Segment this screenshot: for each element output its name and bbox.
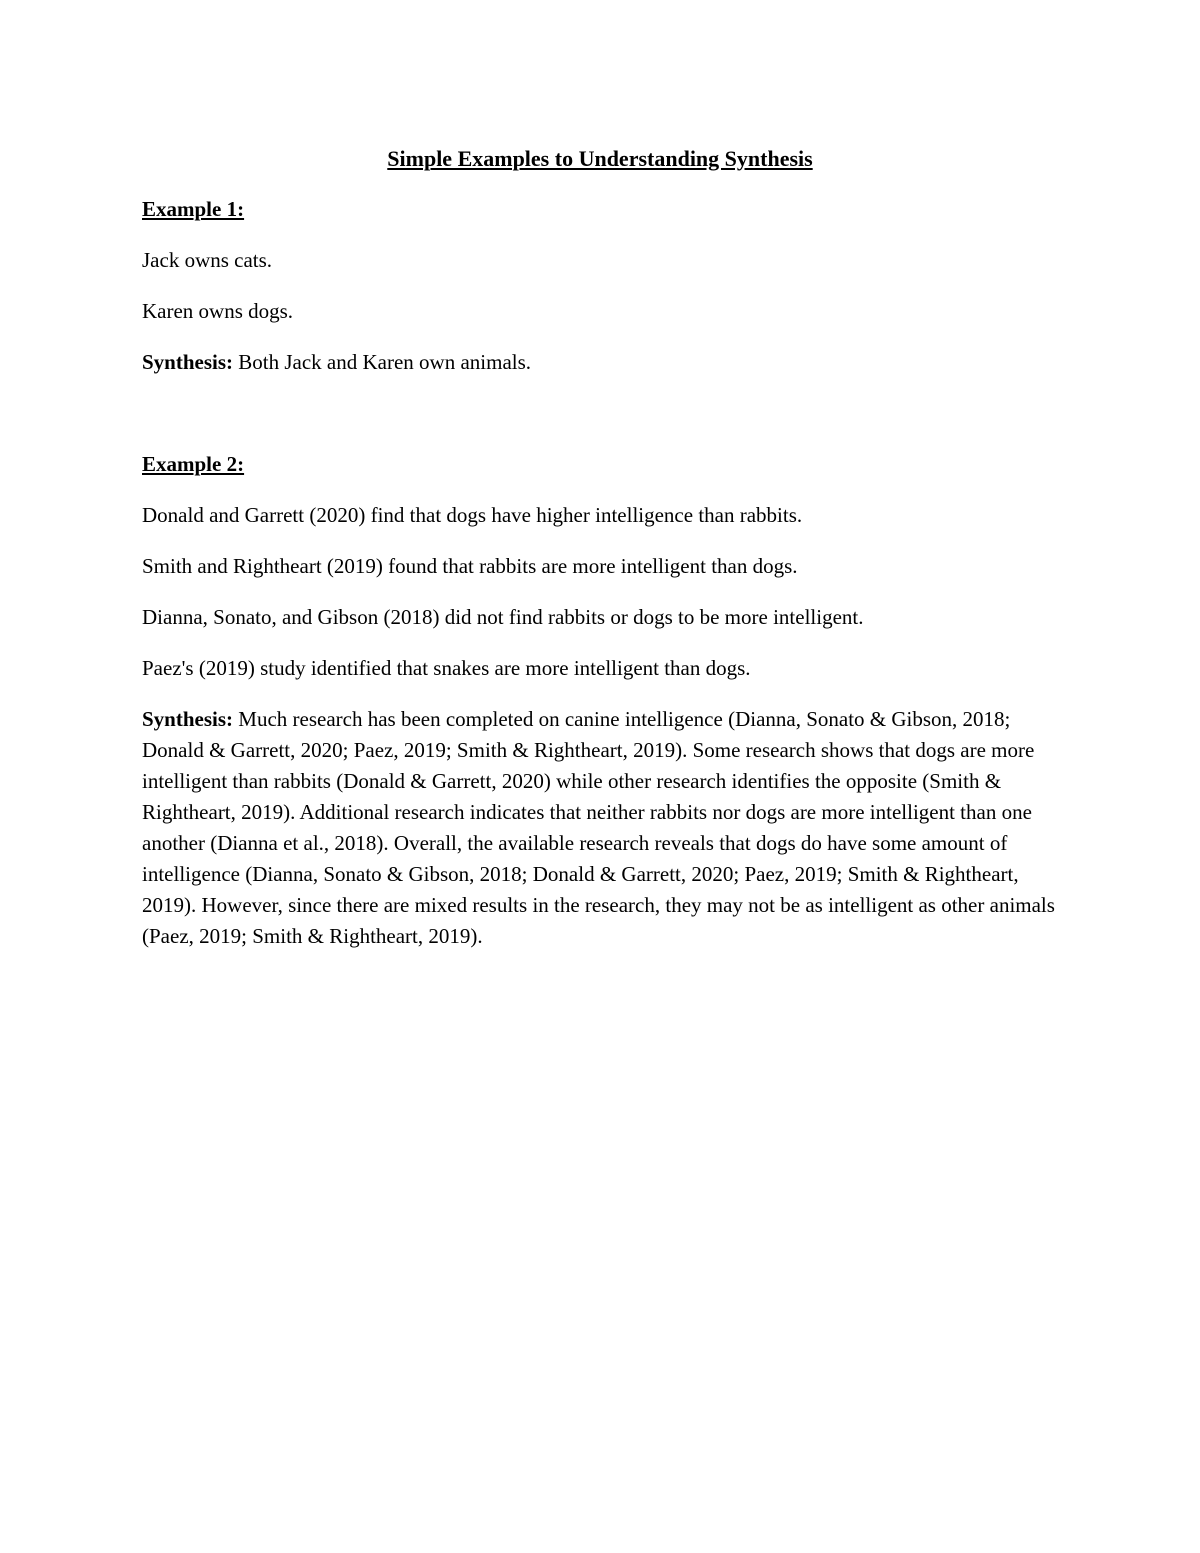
synthesis-text: Much research has been completed on canine intelligence (Dianna, Sonato & Gibson, 2018; Donald & Garrett, 2020; Paez, 2019; Smith & Rightheart, 2019). Some research shows that dogs are more intelligent than rabbits (Donald & Garrett, 2020) while other research identifies the opposite (Smith & Rightheart, 2019). Additional research indicates that neither rabbits nor dogs are more intelligent than one another (Dianna et al., 2018). Overall, the available research reveals that dogs do have some amount of intelligence (Dianna, Sonato & Gibson, 2018; Donald & Garrett, 2020; Paez, 2019; Smith & Rightheart, 2019). However, since there are mixed results in the research, they may not be as intelligent as other animals (Paez, 2019; Smith & Rightheart, 2019). — [142, 707, 1055, 948]
example-1-statement: Karen owns dogs. — [142, 299, 294, 323]
example-1-synthesis — [142, 347, 1062, 378]
synthesis-label: Synthesis: — [142, 707, 234, 731]
example-2-heading: Example 2: — [142, 452, 245, 476]
document-body — [142, 143, 1062, 972]
synthesis-text: Both Jack and Karen own animals. — [233, 350, 532, 374]
section-spacer — [142, 398, 1062, 449]
example-2-statement: Dianna, Sonato, and Gibson (2018) did not find rabbits or dogs to be more intelligent. — [142, 605, 864, 629]
document-title: Simple Examples to Understanding Synthesis — [387, 146, 813, 171]
example-2-statement: Donald and Garrett (2020) find that dogs have higher intelligence than rabbits. — [142, 503, 803, 527]
example-1-statement: Jack owns cats. — [142, 248, 273, 272]
synthesis-label: Synthesis: — [142, 350, 234, 374]
example-2-statement: Smith and Rightheart (2019) found that rabbits are more intelligent than dogs. — [142, 554, 798, 578]
example-1-heading: Example 1: — [142, 197, 245, 221]
example-2-statement: Paez's (2019) study identified that snakes are more intelligent than dogs. — [142, 656, 751, 680]
example-2-synthesis — [142, 704, 1062, 952]
